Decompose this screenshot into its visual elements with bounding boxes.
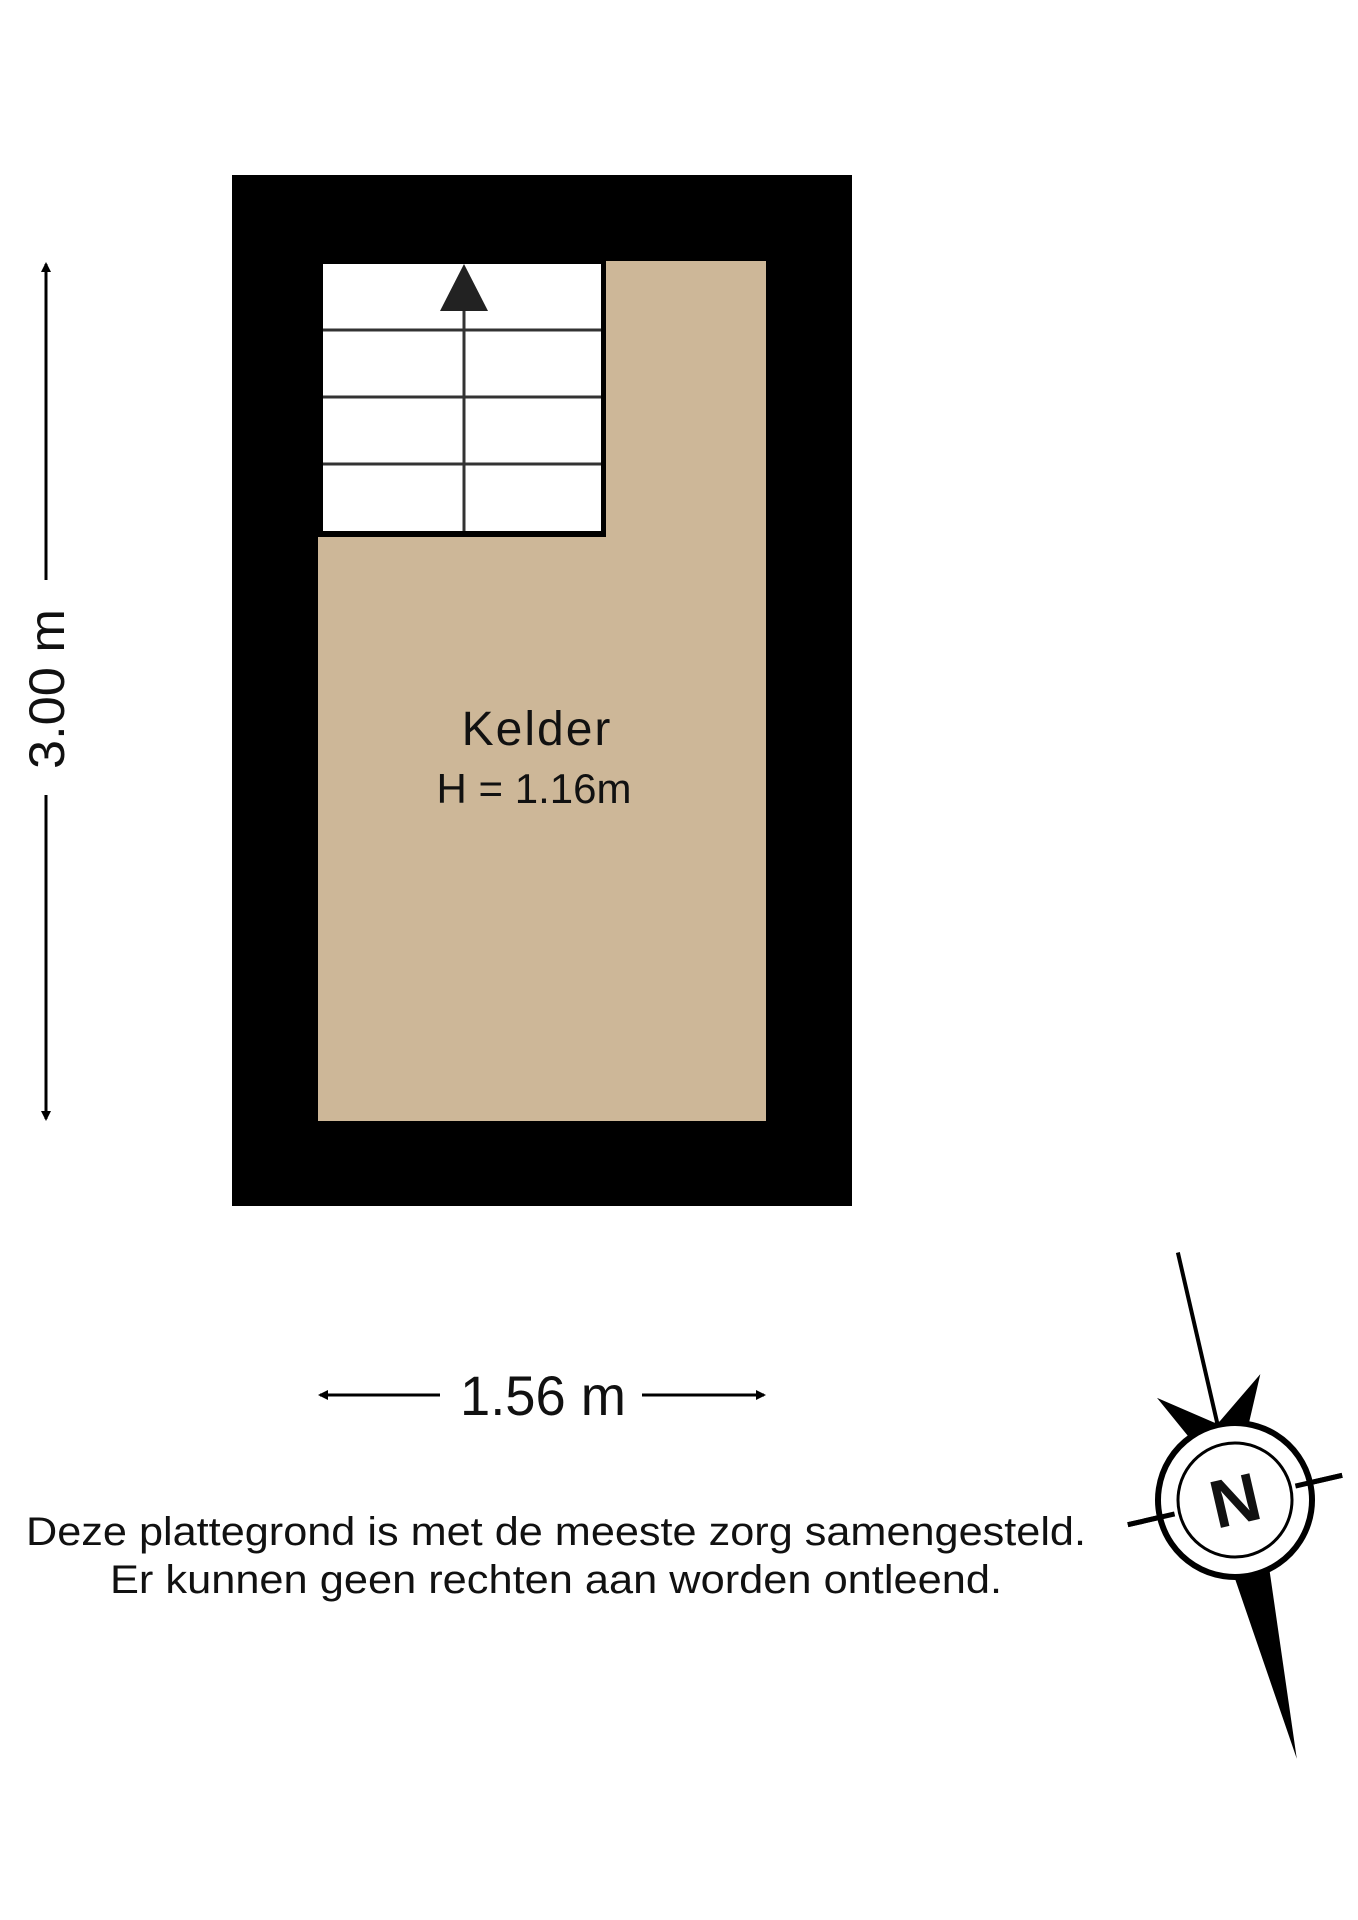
horizontal-dimension-label: 1.56 m xyxy=(460,1364,626,1427)
room-name: Kelder xyxy=(461,703,613,756)
disclaimer-line-2: Er kunnen geen rechten aan worden ontleend. xyxy=(110,1558,1002,1602)
room-height: H = 1.16m xyxy=(436,765,632,812)
staircase xyxy=(318,261,606,537)
vertical-dimension-label: 3.00 m xyxy=(19,616,75,769)
disclaimer-line-1: Deze plattegrond is met de meeste zorg samengesteld. xyxy=(26,1510,1086,1554)
horizontal-dimension xyxy=(320,1364,764,1427)
vertical-dimension xyxy=(19,264,75,1119)
north-arrow-compass-icon xyxy=(1071,1228,1358,1784)
compass-north-label: N xyxy=(1202,1458,1268,1544)
